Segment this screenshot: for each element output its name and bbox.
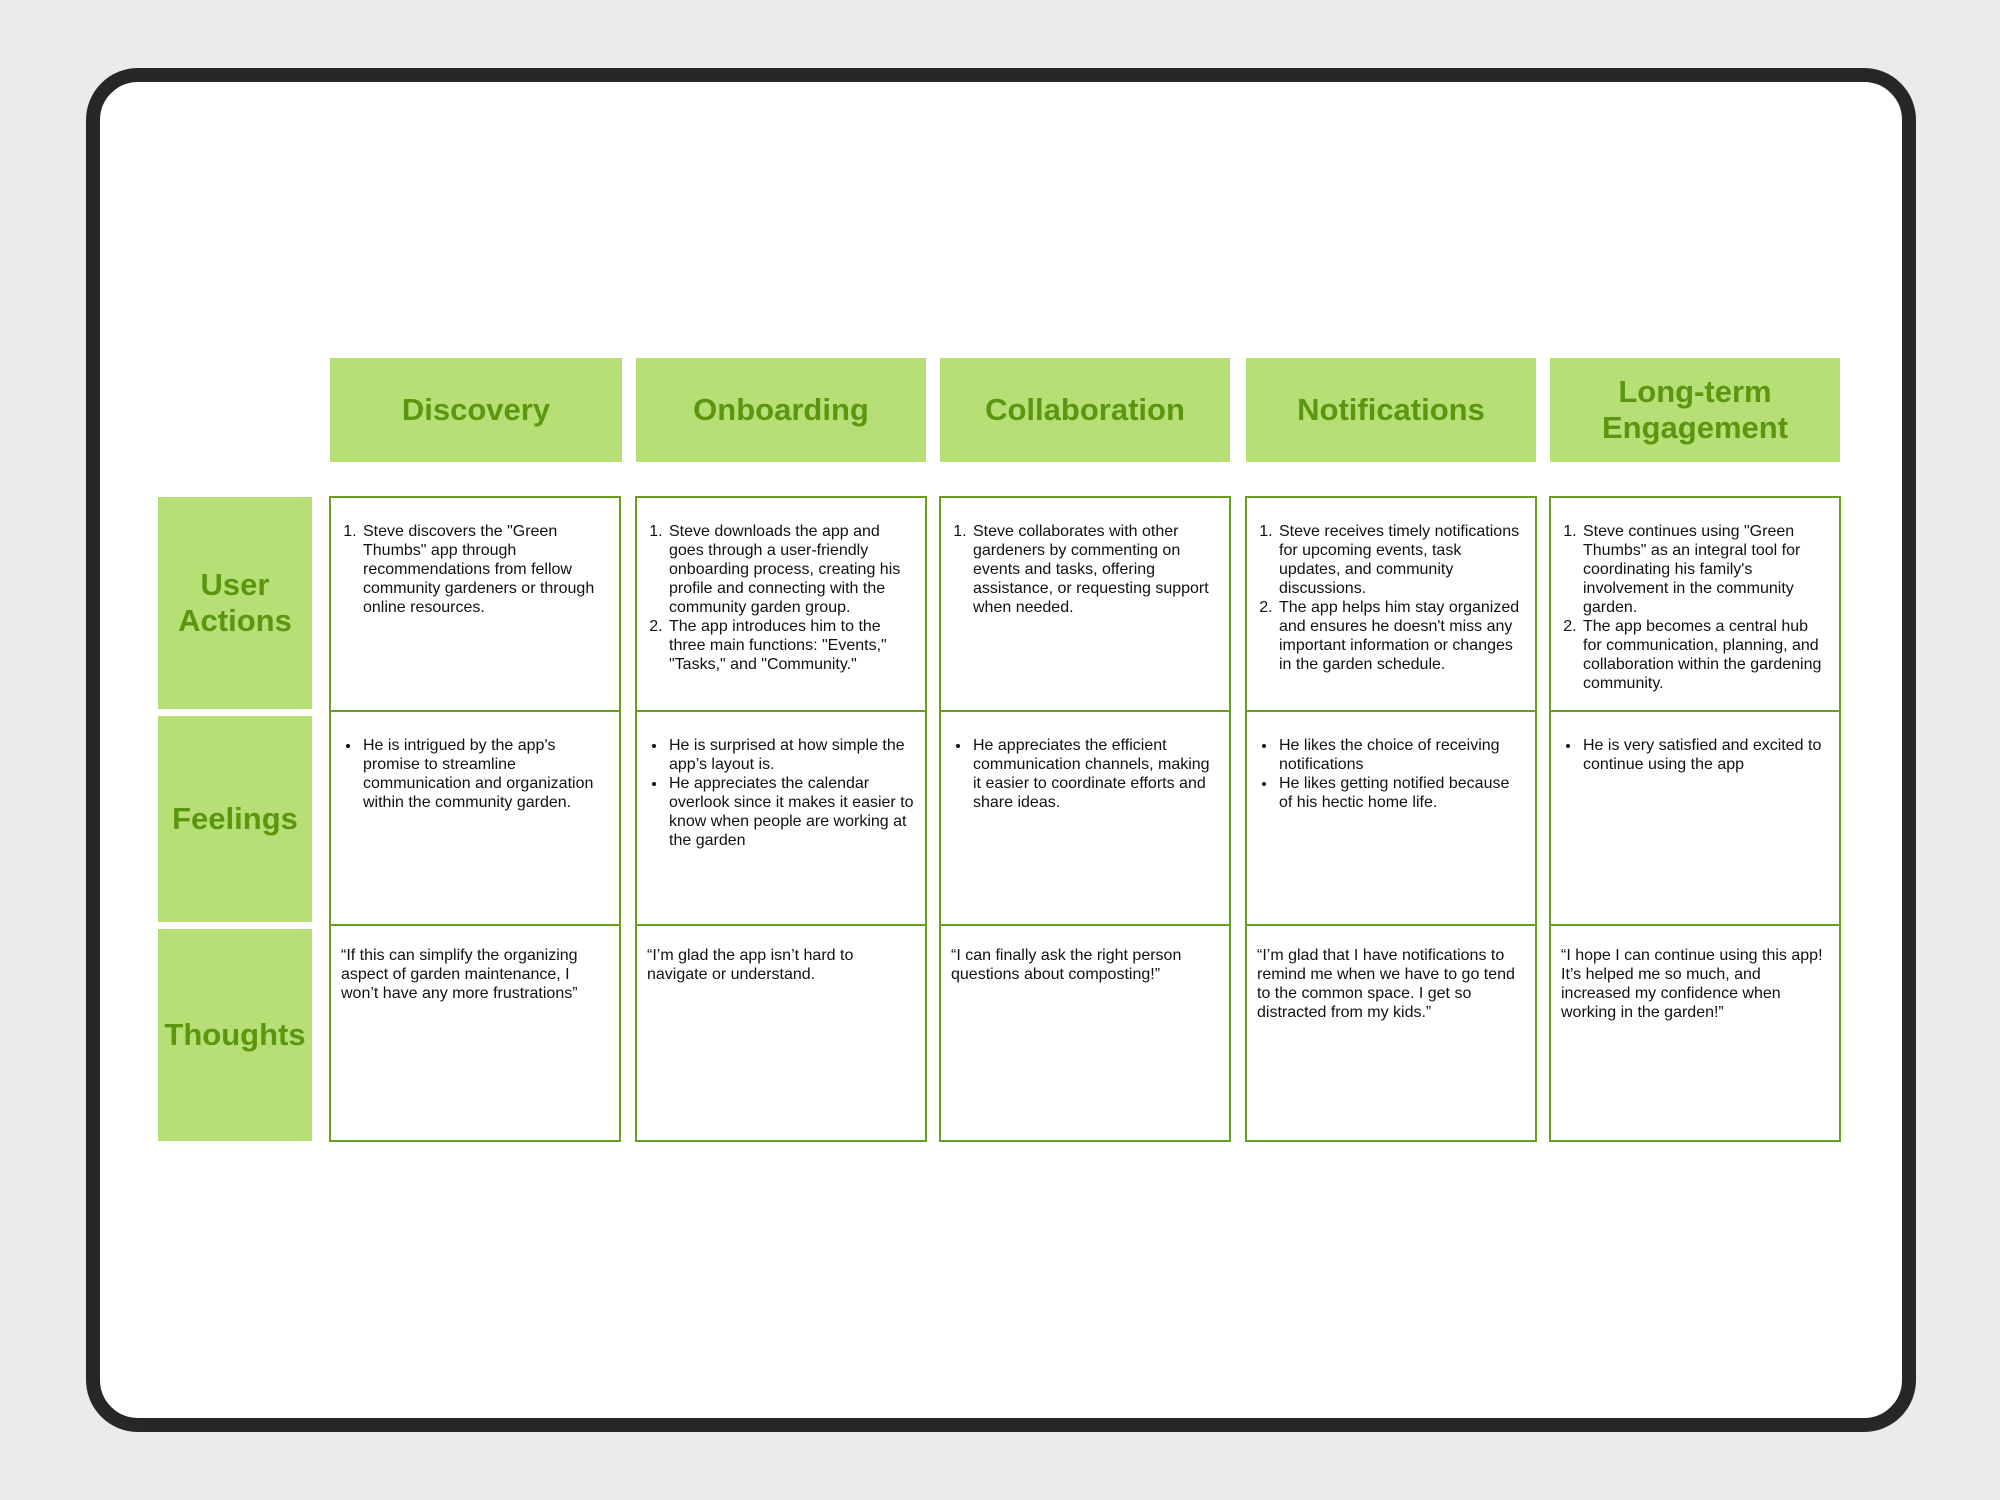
feeling-item: • He appreciates the calendar overlook since it makes it easier to know when people are working at the garden — [667, 774, 915, 850]
action-list — [1561, 522, 1829, 693]
feeling-list — [1561, 736, 1829, 774]
action-item: 2. The app becomes a central hub for communication, planning, and collaboration within the gardening community. — [1581, 617, 1829, 693]
cell-thoughts-notifications — [1245, 924, 1537, 1142]
feeling-item: • He is surprised at how simple the app’s layout is. — [667, 736, 915, 774]
feeling-item: • He likes the choice of receiving notifications — [1277, 736, 1525, 774]
stage-header-discovery: Discovery — [330, 358, 622, 462]
stage-header-notifications: Notifications — [1246, 358, 1536, 462]
action-list — [951, 522, 1219, 617]
feeling-list — [951, 736, 1219, 812]
cell-user-actions-discovery — [329, 496, 621, 712]
row-label-thoughts: Thoughts — [158, 929, 312, 1141]
action-item: 1. Steve collaborates with other gardeners by commenting on events and tasks, offering assistance, or requesting support when needed. — [971, 522, 1219, 617]
cell-feelings-notifications — [1245, 710, 1537, 926]
cell-thoughts-onboarding — [635, 924, 927, 1142]
feeling-item: • He appreciates the efficient communication channels, making it easier to coordinate efforts and share ideas. — [971, 736, 1219, 812]
thought-quote: “I’m glad that I have notifications to remind me when we have to go tend to the common space. I get so distracted from my kids.” — [1257, 947, 1515, 1021]
thought-quote: “I hope I can continue using this app! It’s helped me so much, and increased my confidence when working in the garden!” — [1561, 947, 1823, 1021]
feeling-list — [647, 736, 915, 850]
stage-header-collaboration: Collaboration — [940, 358, 1230, 462]
cell-thoughts-collaboration — [939, 924, 1231, 1142]
action-item: 1. Steve downloads the app and goes through a user-friendly onboarding process, creating his profile and connecting with the community garden group. — [667, 522, 915, 617]
cell-feelings-collaboration — [939, 710, 1231, 926]
action-item: 2. The app helps him stay organized and ensures he doesn't miss any important information or changes in the garden schedule. — [1277, 598, 1525, 674]
cell-user-actions-notifications — [1245, 496, 1537, 712]
action-list — [341, 522, 609, 617]
thought-quote: “I’m glad the app isn’t hard to navigate or understand. — [647, 947, 854, 983]
cell-user-actions-collaboration — [939, 496, 1231, 712]
action-item: 2. The app introduces him to the three main functions: "Events," "Tasks," and "Community." — [667, 617, 915, 674]
action-item: 1. Steve continues using "Green Thumbs" as an integral tool for coordinating his family's involvement in the community garden. — [1581, 522, 1829, 617]
feeling-list — [341, 736, 609, 812]
stage-header-onboarding: Onboarding — [636, 358, 926, 462]
feeling-item: • He likes getting notified because of his hectic home life. — [1277, 774, 1525, 812]
cell-feelings-long-term-engagement — [1549, 710, 1841, 926]
row-label-feelings: Feelings — [158, 716, 312, 922]
action-list — [1257, 522, 1525, 674]
feeling-item: • He is intrigued by the app's promise to streamline communication and organization within the community garden. — [361, 736, 609, 812]
cell-thoughts-long-term-engagement — [1549, 924, 1841, 1142]
cell-user-actions-long-term-engagement — [1549, 496, 1841, 712]
stage-header-long-term-engagement: Long-term Engagement — [1550, 358, 1840, 462]
cell-feelings-discovery — [329, 710, 621, 926]
action-list — [647, 522, 915, 674]
action-item: 1. Steve discovers the "Green Thumbs" app through recommendations from fellow community gardeners or through online resources. — [361, 522, 609, 617]
feeling-item: • He is very satisfied and excited to continue using the app — [1581, 736, 1829, 774]
thought-quote: “I can finally ask the right person questions about composting!” — [951, 947, 1182, 983]
cell-user-actions-onboarding — [635, 496, 927, 712]
thought-quote: “If this can simplify the organizing aspect of garden maintenance, I won’t have any more frustrations” — [341, 947, 578, 1002]
row-label-user-actions: User Actions — [158, 497, 312, 709]
action-item: 1. Steve receives timely notifications for upcoming events, task updates, and community discussions. — [1277, 522, 1525, 598]
feeling-list — [1257, 736, 1525, 812]
cell-thoughts-discovery — [329, 924, 621, 1142]
cell-feelings-onboarding — [635, 710, 927, 926]
